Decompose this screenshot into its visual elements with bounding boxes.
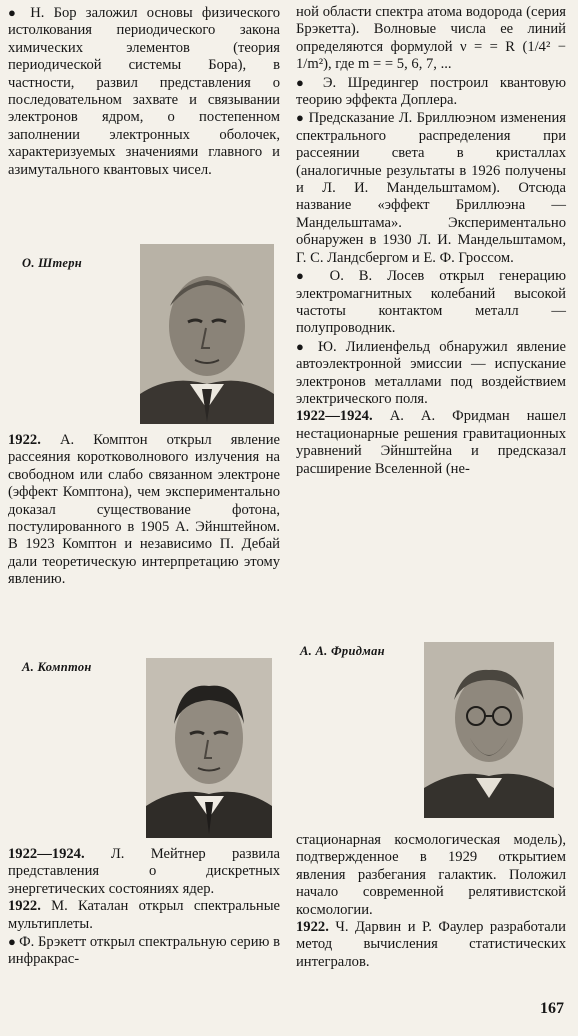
brillouin-paragraph: ● Предсказание Л. Бриллюэном изменения спектрального распределения при рассеянии света в кристаллах (аналогичные результаты в 1926 получены и Л. И. Мандельштамом). Отсюда название «эффект Бриллюэна — Мандельштама». Экспериментально обнаружен в 1930 Л. И. Мандельштамом, Г. С. Ландсбергом и Е. Ф. Гроссом. [296,109,566,267]
caption-friedmann: А. А. Фридман [300,644,385,658]
right-column-bottom [296,832,566,971]
schrodinger-paragraph: ● Э. Шредингер построил квантовую теорию эффекта Доплера. [296,74,566,110]
left-column-mid [8,432,280,589]
losev-paragraph: ● О. В. Лосев открыл генерацию электромагнитных колебаний высокой частоты контактом металл — полупроводник. [296,267,566,338]
darwin-paragraph: 1922. Ч. Дарвин и Р. Фаулер разработали метод вычисления статистических интегралов. [296,919,566,970]
compton-paragraph: 1922. А. Комптон открыл явление рассеяния коротковолнового излучения на свободном или слабо связанном электроне (эффект Комптона), чем экспериментально доказал существование фотона, постулированного в 1905 А. Эйнштейном. В 1923 Комптон и независимо П. Дебай дали теоретическую интерпретацию этому явлению. [8,432,280,588]
left-column-top [8,4,280,179]
portrait-compton [146,658,272,838]
left-column-bottom [8,846,280,969]
right-column-top [296,4,566,478]
bullet-icon [8,5,30,21]
bullet-icon [8,934,19,950]
meitner-paragraph: 1922—1924. Л. Мейтнер развила представления о дискретных энергетических состояниях ядер. [8,846,280,897]
catalan-paragraph: 1922. М. Каталан открыл спектральные мультиплеты. [8,898,280,932]
bullet-icon [296,268,330,284]
caption-compton: А. Комптон [22,660,92,674]
bohr-paragraph: ● Н. Бор заложил основы физического истолкования периодического закона химических элементов (теория периодической системы Бора), в частности, развил представления о последовательном захвате и связывании электронов ядром, о постепенном заполнении электронных оболочек, характеризуемых значениями главного и азимутального квантовых чисел. [8,4,280,179]
brackett-continued: ной области спектра атома водорода (серия Брэкетта). Волновые числа ее линий определяются формулой ν = = R (1/4² − 1/m²), где m = = 5, 6, 7, ... [296,4,566,73]
caption-stern: О. Штерн [22,256,83,270]
bullet-icon [296,110,309,126]
portrait-friedmann [424,642,554,818]
bullet-icon [296,339,318,355]
friedmann-continued: стационарная космологическая модель), подтвержденное в 1929 открытием явления разбегания галактик. Положил начало современной релятивистской космологии. [296,832,566,918]
bullet-icon [296,75,323,91]
brackett-paragraph: ● Ф. Брэкетт открыл спектральную серию в инфракрас- [8,933,280,969]
portrait-stern [140,244,274,424]
page-number: 167 [540,1000,564,1017]
lilienfeld-paragraph: ● Ю. Лилиенфельд обнаружил явление автоэлектронной эмиссии — испускание электронов металлами под воздействием электрического поля. [296,338,566,409]
friedmann-paragraph: 1922—1924. А. А. Фридман нашел нестационарные решения гравитационных уравнений Эйнштейна и предсказал расширение Вселенной (не- [296,408,566,477]
